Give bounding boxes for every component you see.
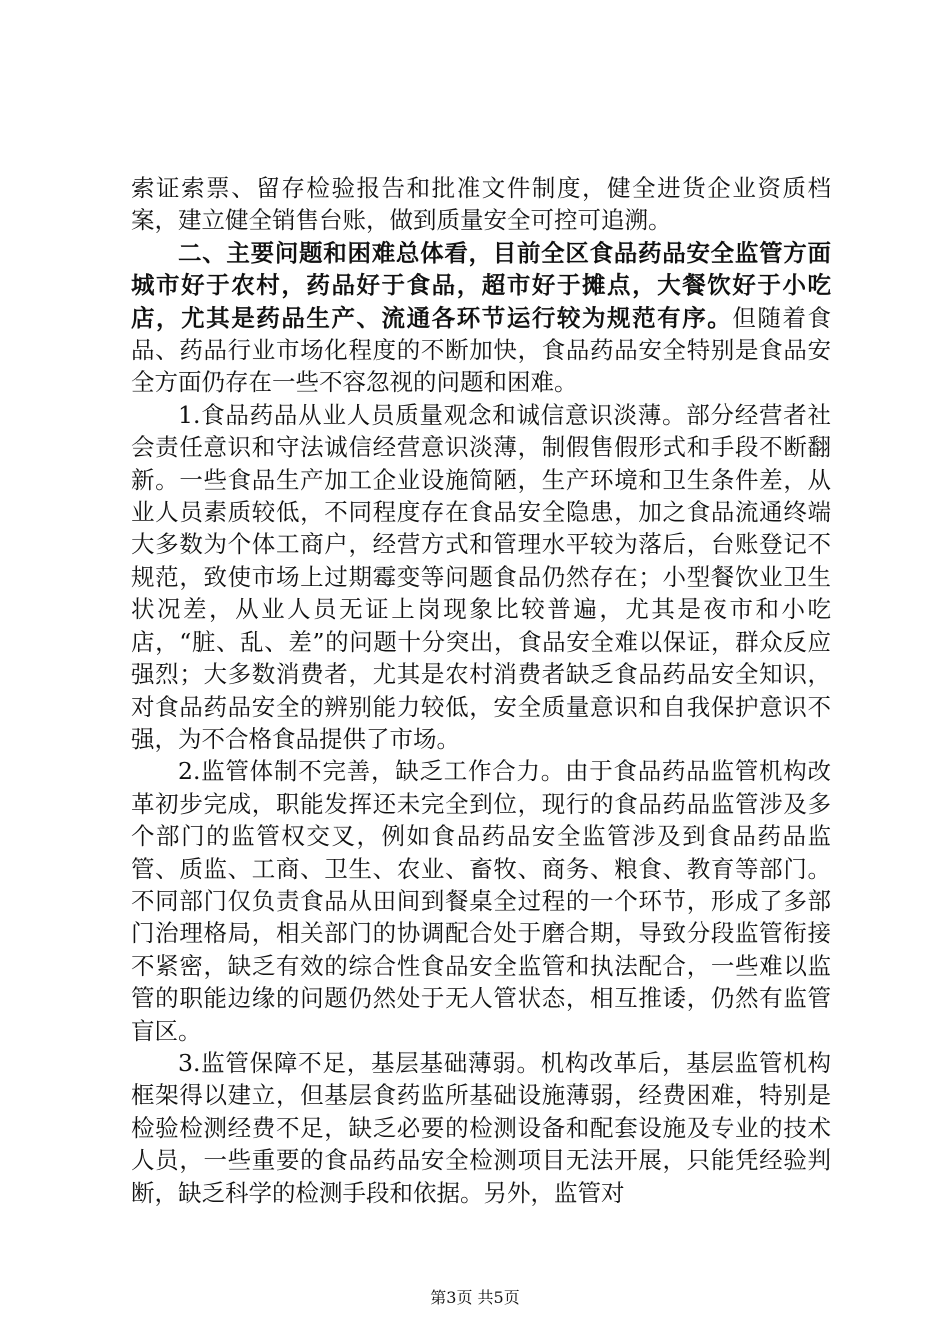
page-number-footer: 第3页 共5页: [430, 1288, 520, 1307]
body-text: [131, 172, 831, 1209]
paragraph-section-heading: [131, 237, 831, 399]
section-heading-rest: 但随着食品、药品行业市场化程度的不断加快，食品药品安全特别是食品安全方面仍存在一些不容忽视的问题和困难。: [131, 303, 832, 397]
paragraph-item-1: 1.食品药品从业人员质量观念和诚信意识淡薄。部分经营者社会责任意识和守法诚信经营意识淡薄，制假售假形式和手段不断翻新。一些食品生产加工企业设施简陋，生产环境和卫生条件差，从业人员素质较低，不同程度存在食品安全隐患，加之食品流通终端大多数为个体工商户，经营方式和管理水平较为落后，台账登记不规范，致使市场上过期霉变等问题食品仍然存在；小型餐饮业卫生状况差，从业人员无证上岗现象比较普遍，尤其是夜市和小吃店，“脏、乱、差”的问题十分突出，食品安全难以保证，群众反应强烈；大多数消费者，尤其是农村消费者缺乏食品药品安全知识，对食品药品安全的辨别能力较低，安全质量意识和自我保护意识不强，为不合格食品提供了市场。: [131, 400, 831, 753]
paragraph-item-2: 2.监管体制不完善，缺乏工作合力。由于食品药品监管机构改革初步完成，职能发挥还未完全到位，现行的食品药品监管涉及多个部门的监管权交叉，例如食品药品安全监管涉及到食品药品监管、质监、工商、卫生、农业、畜牧、商务、粮食、教育等部门。不同部门仅负责食品从田间到餐桌全过程的一个环节，形成了多部门治理格局，相关部门的协调配合处于磨合期，导致分段监管衔接不紧密，缺乏有效的综合性食品安全监管和执法配合，一些难以监管的职能边缘的问题仍然处于无人管状态，相互推诿，仍然有监管盲区。: [131, 757, 831, 1045]
section-heading-bold: 二、主要问题和困难总体看，目前全区食品药品安全监管方面城市好于农村，药品好于食品，超市好于摊点，大餐饮好于小吃店，尤其是药品生产、流通各环节运行较为规范有序。: [131, 238, 831, 332]
paragraph-item-3: 3.监管保障不足，基层基础薄弱。机构改革后，基层监管机构框架得以建立，但基层食药监所基础设施薄弱，经费困难，特别是检验检测经费不足，缺乏必要的检测设备和配套设施及专业的技术人员，一些重要的食品药品安全检测项目无法开展，只能凭经验判断，缺乏科学的检测手段和依据。另外，监管对: [131, 1048, 831, 1207]
paragraph-continuation: 索证索票、留存检验报告和批准文件制度，健全进货企业资质档案，建立健全销售台账，做到质量安全可控可追溯。: [131, 174, 831, 235]
